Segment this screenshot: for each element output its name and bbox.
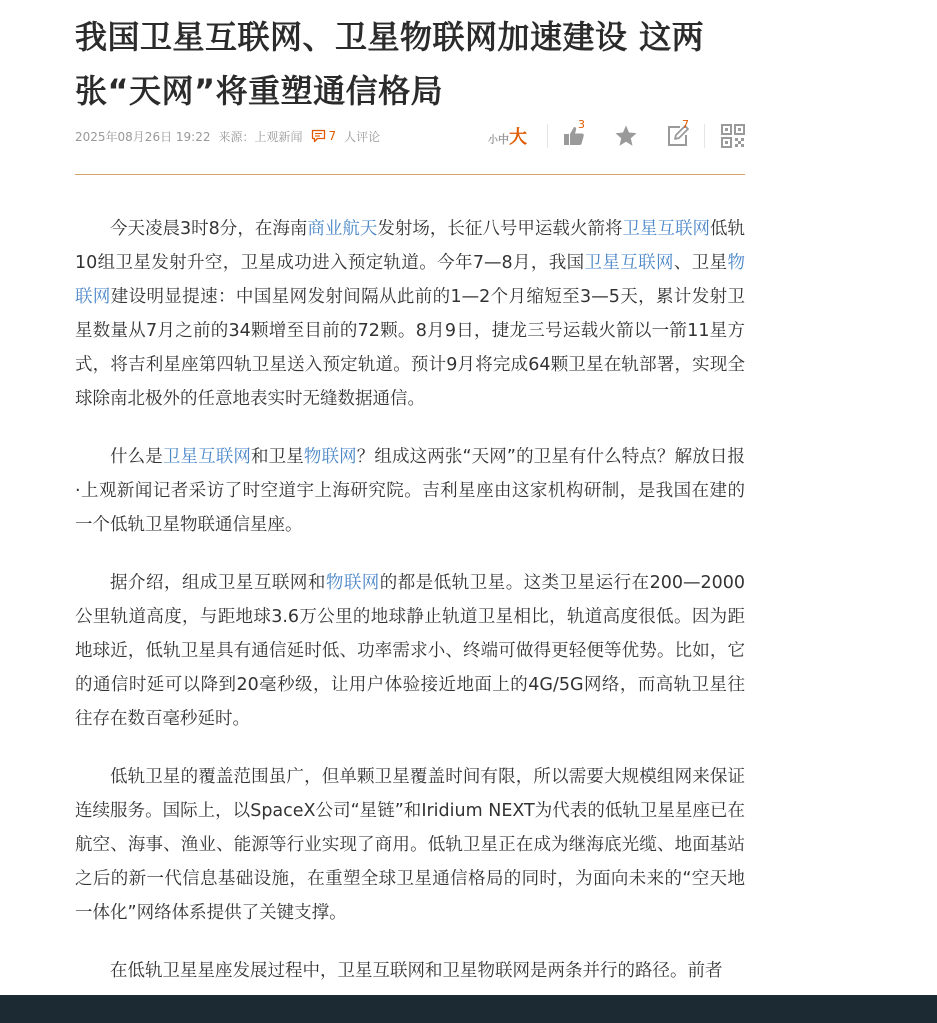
keyword-link[interactable]: 卫星互联网	[622, 219, 710, 239]
qrcode-icon	[721, 124, 745, 148]
article-title: 我国卫星互联网、卫星物联网加速建设 这两张“天网”将重塑通信格局	[75, 18, 705, 110]
article-paragraph	[75, 440, 745, 542]
keyword-link[interactable]: 物联网	[75, 253, 746, 307]
article-paragraph	[75, 954, 745, 988]
paragraph-text: 什么是	[110, 447, 163, 467]
qrcode-button[interactable]	[705, 118, 745, 154]
keyword-link[interactable]: 物联网	[325, 573, 380, 593]
meta-bar	[75, 118, 745, 154]
paragraph-text: 低轨卫星的覆盖范围虽广，但单颗卫星覆盖时间有限，所以需要大规模组网来保证连续服务。国际上，以SpaceX公司“星链”和Iridium NEXT为代表的低轨卫星星座已在航空、海事、渔业、能源等行业实现了商用。低轨卫星正在成为继海底光缆、地面基站之后的新一代信息基础设施，在重塑全球卫星通信格局的同时，为面向未来的“空天地一体化”网络体系提供了关键支撑。	[75, 767, 745, 923]
article-paragraph	[75, 760, 745, 930]
star-icon	[614, 124, 638, 148]
font-size-large-button[interactable]: 大	[509, 127, 527, 148]
article-paragraph	[75, 212, 745, 416]
font-size-small-button[interactable]: 小	[488, 135, 498, 146]
publish-date: 2025年08月26日 19:22	[75, 129, 211, 144]
paragraph-text: 发射场，长征八号甲运载火箭将	[377, 219, 623, 239]
paragraph-text: ？组成这两张“天网”的卫星有什么特点？解放日报·上观新闻记者采访了时空道宇上海研究院。吉利星座由这家机构研制，是我国在建的一个低轨卫星物联通信星座。	[75, 447, 746, 535]
keyword-link[interactable]: 物联网	[303, 447, 357, 467]
article	[75, 0, 746, 981]
write-comment-button[interactable]	[652, 118, 704, 154]
edit-count: 7	[682, 118, 689, 131]
paragraph-text: 和卫星	[250, 447, 304, 467]
article-paragraph	[75, 566, 745, 736]
paragraph-text: 据介绍，组成卫星互联网和	[110, 573, 326, 593]
meta-info	[75, 128, 388, 145]
comment-count: 7	[328, 129, 337, 143]
keyword-link[interactable]: 卫星互联网	[162, 447, 251, 467]
keyword-link[interactable]: 卫星互联网	[584, 253, 674, 273]
comment-link[interactable]	[311, 128, 389, 145]
paragraph-text: 、卫星	[673, 253, 728, 273]
title-divider	[75, 174, 745, 175]
article-body	[75, 212, 745, 1012]
paragraph-text: 建设明显提速：中国星网发射间隔从此前的1—2个月缩短至3—5天，累计发射卫星数量从7月之前的34颗增至目前的72颗。8月9日，捷龙三号运载火箭以一箭11星方式，将吉利星座第四轨卫星送入预定轨道。预计9月将完成64颗卫星在轨部署，实现全球除南北极外的任意地表实时无缝数据通信。	[75, 287, 745, 409]
comment-icon	[311, 129, 326, 143]
favorite-button[interactable]	[600, 118, 652, 154]
article-toolbar	[488, 118, 745, 154]
paragraph-text: 在低轨卫星星座发展过程中，卫星互联网和卫星物联网是两条并行的路径。前者	[110, 961, 723, 981]
paragraph-text: 的都是低轨卫星。这类卫星运行在200—2000公里轨道高度，与距地球3.6万公里的地球静止轨道卫星相比，轨道高度很低。因为距地球近，低轨卫星具有通信延时低、功率需求小、终端可做得更轻便等优势。比如，它的通信时延可以降到20毫秒级，让用户体验接近地面上的4G/5G网络，而高轨卫星往往存在数百毫秒延时。	[75, 573, 746, 729]
font-size-medium-button[interactable]: 中	[498, 133, 509, 146]
comment-suffix: 人评论	[344, 129, 381, 144]
keyword-link[interactable]: 商业航天	[307, 219, 378, 239]
like-count: 3	[578, 118, 585, 131]
font-size-switcher	[488, 123, 547, 149]
paragraph-text: 今天凌晨3时8分，在海南	[110, 219, 308, 239]
like-button[interactable]	[548, 118, 600, 154]
bottom-bar	[0, 995, 937, 1023]
paragraph-text: 低轨10组卫星发射升空，卫星成功进入预定轨道。今年7—8月，我国	[75, 219, 746, 273]
article-source: 来源：上观新闻	[218, 129, 303, 144]
